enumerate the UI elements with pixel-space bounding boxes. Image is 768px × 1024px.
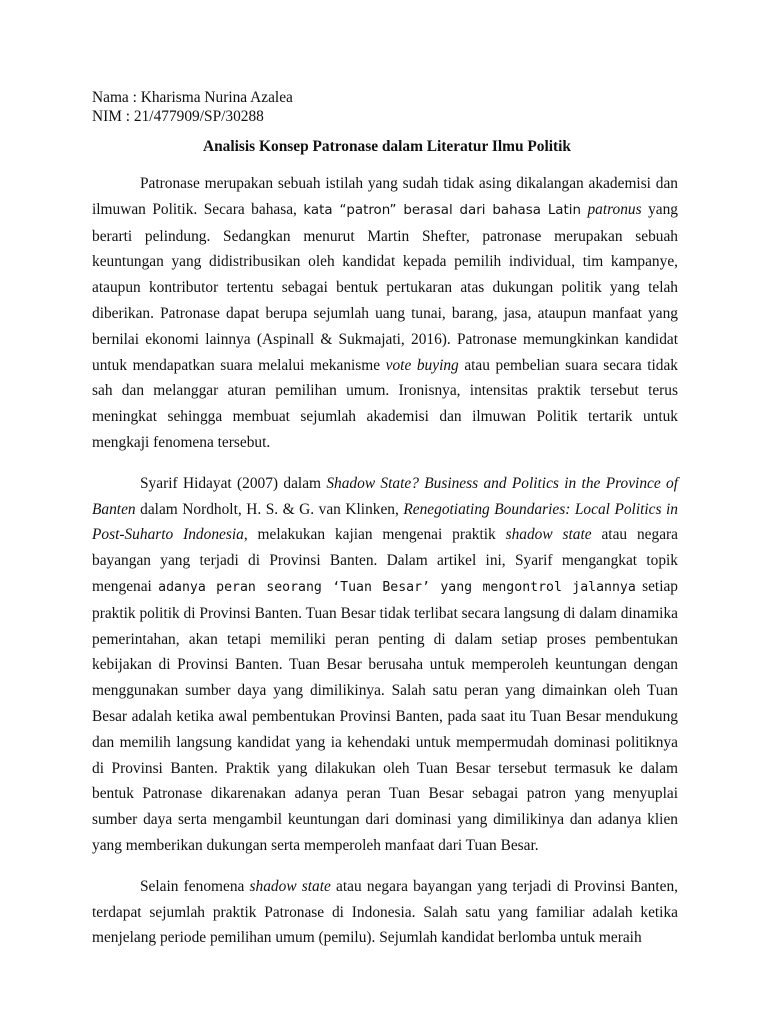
italic-text: shadow state xyxy=(249,877,331,895)
italic-text: Shadow State? Business and Politics in the Province of Banten xyxy=(92,474,678,518)
student-nim: NIM : 21/477909/SP/30288 xyxy=(92,108,264,125)
paragraph-text: setiap praktik politik di Provinsi Banten. Tuan Besar tidak terlibat secara langsung di dalam dinamika pemerintahan, akan tetapi memiliki peran penting di dalam setiap proses pembentukan kebijakan di Provinsi Banten. Tuan Besar berusaha untuk memperoleh keuntungan dengan menggunakan sumber daya yang dimilikinya. Salah satu peran yang dimainkan oleh Tuan Besar adalah ketika awal pembentukan Provinsi Banten, pada saat itu Tuan Besar mendukung dan memilih langsung kandidat yang ia kehendaki untuk mempermudah dominasi politiknya di Provinsi Banten. Praktik yang dilakukan oleh Tuan Besar tersebut termasuk ke dalam bentuk Patronase dikarenakan adanya peran Tuan Besar sebagai patron yang menyuplai sumber daya serta mengambil keuntungan dari dominasi yang dimilikinya dan adanya klien yang memberikan dukungan serta memperoleh manfaat dari Tuan Besar. xyxy=(92,577,678,854)
document-title: Analisis Konsep Patronase dalam Literatur Ilmu Politik xyxy=(203,138,571,155)
paragraph-text: , melakukan kajian mengenai praktik xyxy=(243,526,506,544)
paragraph-text: dalam Nordholt, H. S. & G. van Klinken, xyxy=(135,500,404,518)
italic-text: Renegotiating Boundaries: Local Politics in Post-Suharto Indonesia xyxy=(92,500,678,544)
alt-font-text: adanya peran seorang ‘Tuan Besar’ yang mengontrol jalannya xyxy=(158,579,636,595)
paragraph-2 xyxy=(92,471,678,859)
italic-text: patronus xyxy=(587,200,642,218)
student-name: Nama : Kharisma Nurina Azalea xyxy=(92,89,293,106)
student-info xyxy=(92,88,293,126)
paragraph-text: Selain fenomena xyxy=(140,877,250,895)
paragraph-text: atau negara bayangan yang terjadi di Provinsi Banten, terdapat sejumlah praktik Patronase di Indonesia. Salah satu yang familiar adalah ketika menjelang periode pemilihan umum (pemilu). Sejumlah kandidat berlomba untuk meraih xyxy=(92,877,679,947)
italic-text: vote buying xyxy=(385,356,459,374)
document-body xyxy=(92,171,678,951)
paragraph-1 xyxy=(92,171,678,456)
paragraph-text: atau negara bayangan yang terjadi di Provinsi Banten. Dalam artikel ini, Syarif mengangkat topik mengenai xyxy=(92,526,678,595)
paragraph-3 xyxy=(92,874,678,951)
paragraph-text: Syarif Hidayat (2007) dalam xyxy=(140,474,327,492)
paragraph-text: yang berarti pelindung. Sedangkan menurut Martin Shefter, patronase merupakan sebuah keuntungan yang didistribusikan oleh kandidat kepada pemilih individual, tim kampanye, ataupun kontributor tertentu sebagai bentuk pertukaran atas dukungan politik yang telah diberikan. Patronase dapat berupa sejumlah uang tunai, barang, jasa, ataupun manfaat yang bernilai ekonomi lainnya (Aspinall & Sukmajati, 2016). Patronase memungkinkan kandidat untuk mendapatkan suara melalui mekanisme xyxy=(92,200,678,374)
alt-font-text: kata “patron” berasal dari bahasa Latin xyxy=(303,202,581,218)
italic-text: shadow state xyxy=(505,526,592,544)
paragraph-text: atau pembelian suara secara tidak sah dan melanggar aturan pemilihan umum. Ironisnya, intensitas praktik tersebut terus meningkat sehingga membuat sejumlah akademisi dan ilmuwan Politik tertarik untuk mengkaji fenomena tersebut. xyxy=(92,356,678,451)
paragraph-text: Patronase merupakan sebuah istilah yang sudah tidak asing dikalangan akademisi dan ilmuwan Politik. Secara bahasa, xyxy=(92,175,678,218)
